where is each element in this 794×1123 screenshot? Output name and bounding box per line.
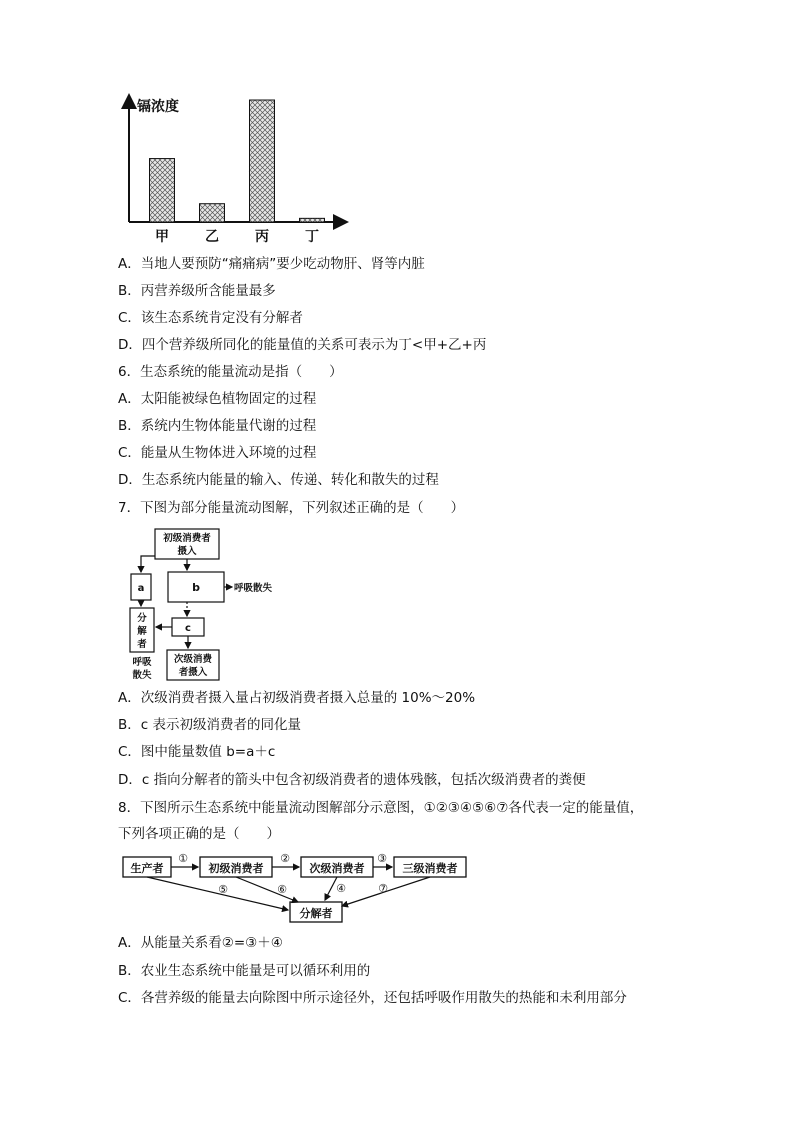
q8-energy-flow-diagram bbox=[120, 850, 480, 925]
bar-丙 bbox=[250, 100, 275, 222]
q6-option-d: D．生态系统内能量的输入、传递、转化和散失的过程 bbox=[118, 472, 439, 488]
q7-energy-flow-diagram bbox=[120, 526, 280, 684]
primary-intake-label-1: 初级消费者 bbox=[163, 533, 211, 544]
label-respiration-2a: 呼吸 bbox=[132, 657, 152, 668]
tick-label-丁: 丁 bbox=[305, 229, 319, 245]
q5-option-b: B．丙营养级所含能量最多 bbox=[118, 283, 276, 299]
bar-甲 bbox=[150, 159, 175, 222]
secondary-intake-label-2: 者摄入 bbox=[178, 667, 208, 678]
tick-label-乙: 乙 bbox=[205, 229, 219, 245]
tertiary-consumer-label: 三级消费者 bbox=[402, 862, 458, 875]
q8-option-a: A．从能量关系看②=③＋④ bbox=[118, 935, 283, 951]
decomposer-label: 分解者 bbox=[299, 907, 333, 920]
q8-stem-line2: 下列各项正确的是（ ） bbox=[118, 826, 280, 842]
q7-option-d: D．c 指向分解者的箭头中包含初级消费者的遗体残骸，包括次级消费者的粪便 bbox=[118, 772, 586, 788]
primary-intake-label-2: 摄入 bbox=[177, 546, 197, 557]
q7-option-c: C．图中能量数值 b=a＋c bbox=[118, 744, 276, 760]
q6-option-b: B．系统内生物体能量代谢的过程 bbox=[118, 418, 317, 434]
cadmium-bar-chart bbox=[0, 0, 794, 250]
label-a: a bbox=[137, 583, 145, 594]
producer-label: 生产者 bbox=[130, 862, 164, 875]
q6-stem: 6．生态系统的能量流动是指（ ） bbox=[118, 364, 343, 380]
q7-option-b: B．c 表示初级消费者的同化量 bbox=[118, 717, 301, 733]
label-c: c bbox=[185, 623, 191, 634]
secondary-intake-label-1: 次级消费 bbox=[173, 654, 213, 665]
flow-6: ⑥ bbox=[277, 883, 287, 896]
q5-option-d: D．四个营养级所同化的能量值的关系可表示为丁<甲+乙+丙 bbox=[118, 337, 487, 353]
q7-stem: 7．下图为部分能量流动图解，下列叙述正确的是（ ） bbox=[118, 500, 465, 516]
secondary-consumer-label: 次级消费者 bbox=[309, 862, 365, 875]
q5-option-c: C．该生态系统肯定没有分解者 bbox=[118, 310, 303, 326]
label-decomposer-2: 解 bbox=[137, 626, 147, 637]
label-decomposer-1: 分 bbox=[137, 613, 147, 624]
bar-丁 bbox=[300, 218, 325, 222]
flow-5: ⑤ bbox=[218, 883, 228, 896]
bar-乙 bbox=[200, 204, 225, 222]
q5-option-a: A．当地人要预防“痛痛病”要少吃动物肝、肾等内脏 bbox=[118, 256, 425, 272]
label-respiration-2b: 散失 bbox=[132, 670, 152, 681]
flow-4: ④ bbox=[336, 882, 346, 895]
primary-consumer-label: 初级消费者 bbox=[208, 862, 264, 875]
q8-option-b: B．农业生态系统中能量是可以循环利用的 bbox=[118, 963, 371, 979]
q7-option-a: A．次级消费者摄入量占初级消费者摄入总量的 10%～20% bbox=[118, 690, 476, 706]
q6-option-a: A．太阳能被绿色植物固定的过程 bbox=[118, 391, 317, 407]
q8-stem-line1: 8．下图所示生态系统中能量流动图解部分示意图，①②③④⑤⑥⑦各代表一定的能量值， bbox=[118, 800, 644, 816]
flow-1: ① bbox=[178, 852, 188, 865]
q8-option-c: C．各营养级的能量去向除图中所示途径外，还包括呼吸作用散失的热能和未利用部分 bbox=[118, 990, 627, 1006]
tick-label-丙: 丙 bbox=[255, 229, 269, 245]
flow-3: ③ bbox=[377, 852, 387, 865]
y-axis-label: 镉浓度 bbox=[137, 99, 179, 115]
label-decomposer-3: 者 bbox=[137, 639, 147, 650]
label-b: b bbox=[192, 581, 200, 594]
tick-label-甲: 甲 bbox=[155, 229, 169, 245]
flow-7: ⑦ bbox=[378, 882, 388, 895]
q6-option-c: C．能量从生物体进入环境的过程 bbox=[118, 445, 317, 461]
flow-2: ② bbox=[280, 852, 290, 865]
label-respiration: 呼吸散失 bbox=[234, 583, 273, 594]
